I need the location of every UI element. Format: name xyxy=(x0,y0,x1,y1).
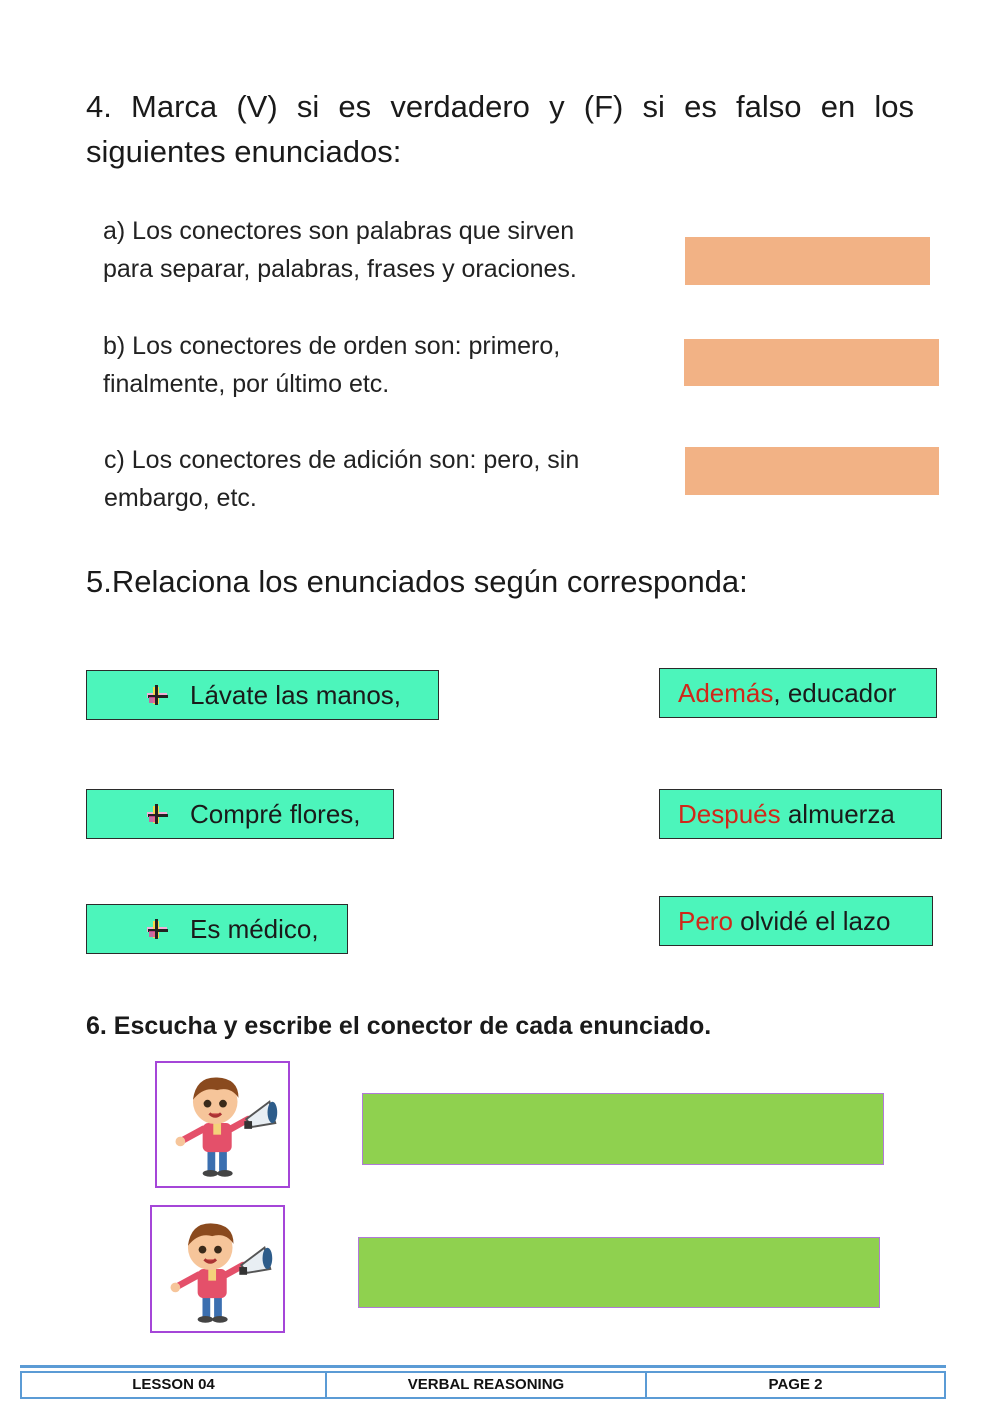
boy-megaphone-icon xyxy=(157,1063,288,1186)
match-right-1[interactable] xyxy=(659,668,937,718)
statement-a xyxy=(103,212,577,288)
statement-a-line2: para separar, palabras, frases y oraciones. xyxy=(103,255,577,283)
answer-box-b[interactable] xyxy=(684,339,939,386)
match-left-1-label: Lávate las manos, xyxy=(190,680,402,710)
statement-a-line1: a) Los conectores son palabras que sirven xyxy=(103,217,575,245)
match-right-1-connector: Además xyxy=(678,678,774,708)
cross-bullet-icon xyxy=(145,802,171,826)
question-6-title: 6. Escucha y escribe el conector de cada enunciado. xyxy=(86,1012,712,1040)
audio-picture-1[interactable] xyxy=(155,1061,290,1188)
match-right-2-connector: Después xyxy=(678,799,781,829)
match-left-2-label: Compré flores, xyxy=(190,799,361,829)
match-left-3-label: Es médico, xyxy=(190,914,319,944)
match-right-2-rest: almuerza xyxy=(780,799,895,829)
footer-subject: VERBAL REASONING xyxy=(325,1373,645,1397)
match-left-2[interactable] xyxy=(86,789,394,839)
statement-c xyxy=(104,441,579,517)
statement-b-line2: finalmente, por último etc. xyxy=(103,370,390,398)
boy-megaphone-icon xyxy=(152,1207,283,1331)
statement-c-line2: embargo, etc. xyxy=(104,484,257,512)
match-right-1-rest: , educador xyxy=(773,678,897,708)
question-4-title: 4. Marca (V) si es verdadero y (F) si es falso en los siguientes enunciados: xyxy=(86,89,914,169)
cross-bullet-icon xyxy=(145,917,171,941)
footer xyxy=(20,1371,946,1399)
question-5-title: 5.Relaciona los enunciados según corresponda: xyxy=(86,564,748,599)
match-right-3[interactable] xyxy=(659,896,933,946)
statement-b-line1: b) Los conectores de orden son: primero, xyxy=(103,332,561,360)
footer-divider xyxy=(20,1365,946,1368)
footer-page: PAGE 2 xyxy=(645,1373,944,1397)
answer-box-c[interactable] xyxy=(685,447,939,495)
match-right-3-connector: Pero xyxy=(678,906,733,936)
match-right-3-rest: olvidé el lazo xyxy=(732,906,891,936)
statement-b xyxy=(103,327,560,403)
match-right-2[interactable] xyxy=(659,789,942,839)
answer-box-a[interactable] xyxy=(685,237,930,285)
write-answer-1[interactable] xyxy=(362,1093,884,1165)
match-left-1[interactable] xyxy=(86,670,439,720)
match-left-3[interactable] xyxy=(86,904,348,954)
footer-lesson: LESSON 04 xyxy=(132,1376,215,1393)
cross-bullet-icon xyxy=(145,683,171,707)
statement-c-line1: c) Los conectores de adición son: pero, sin xyxy=(104,446,580,474)
audio-picture-2[interactable] xyxy=(150,1205,285,1333)
write-answer-2[interactable] xyxy=(358,1237,880,1308)
